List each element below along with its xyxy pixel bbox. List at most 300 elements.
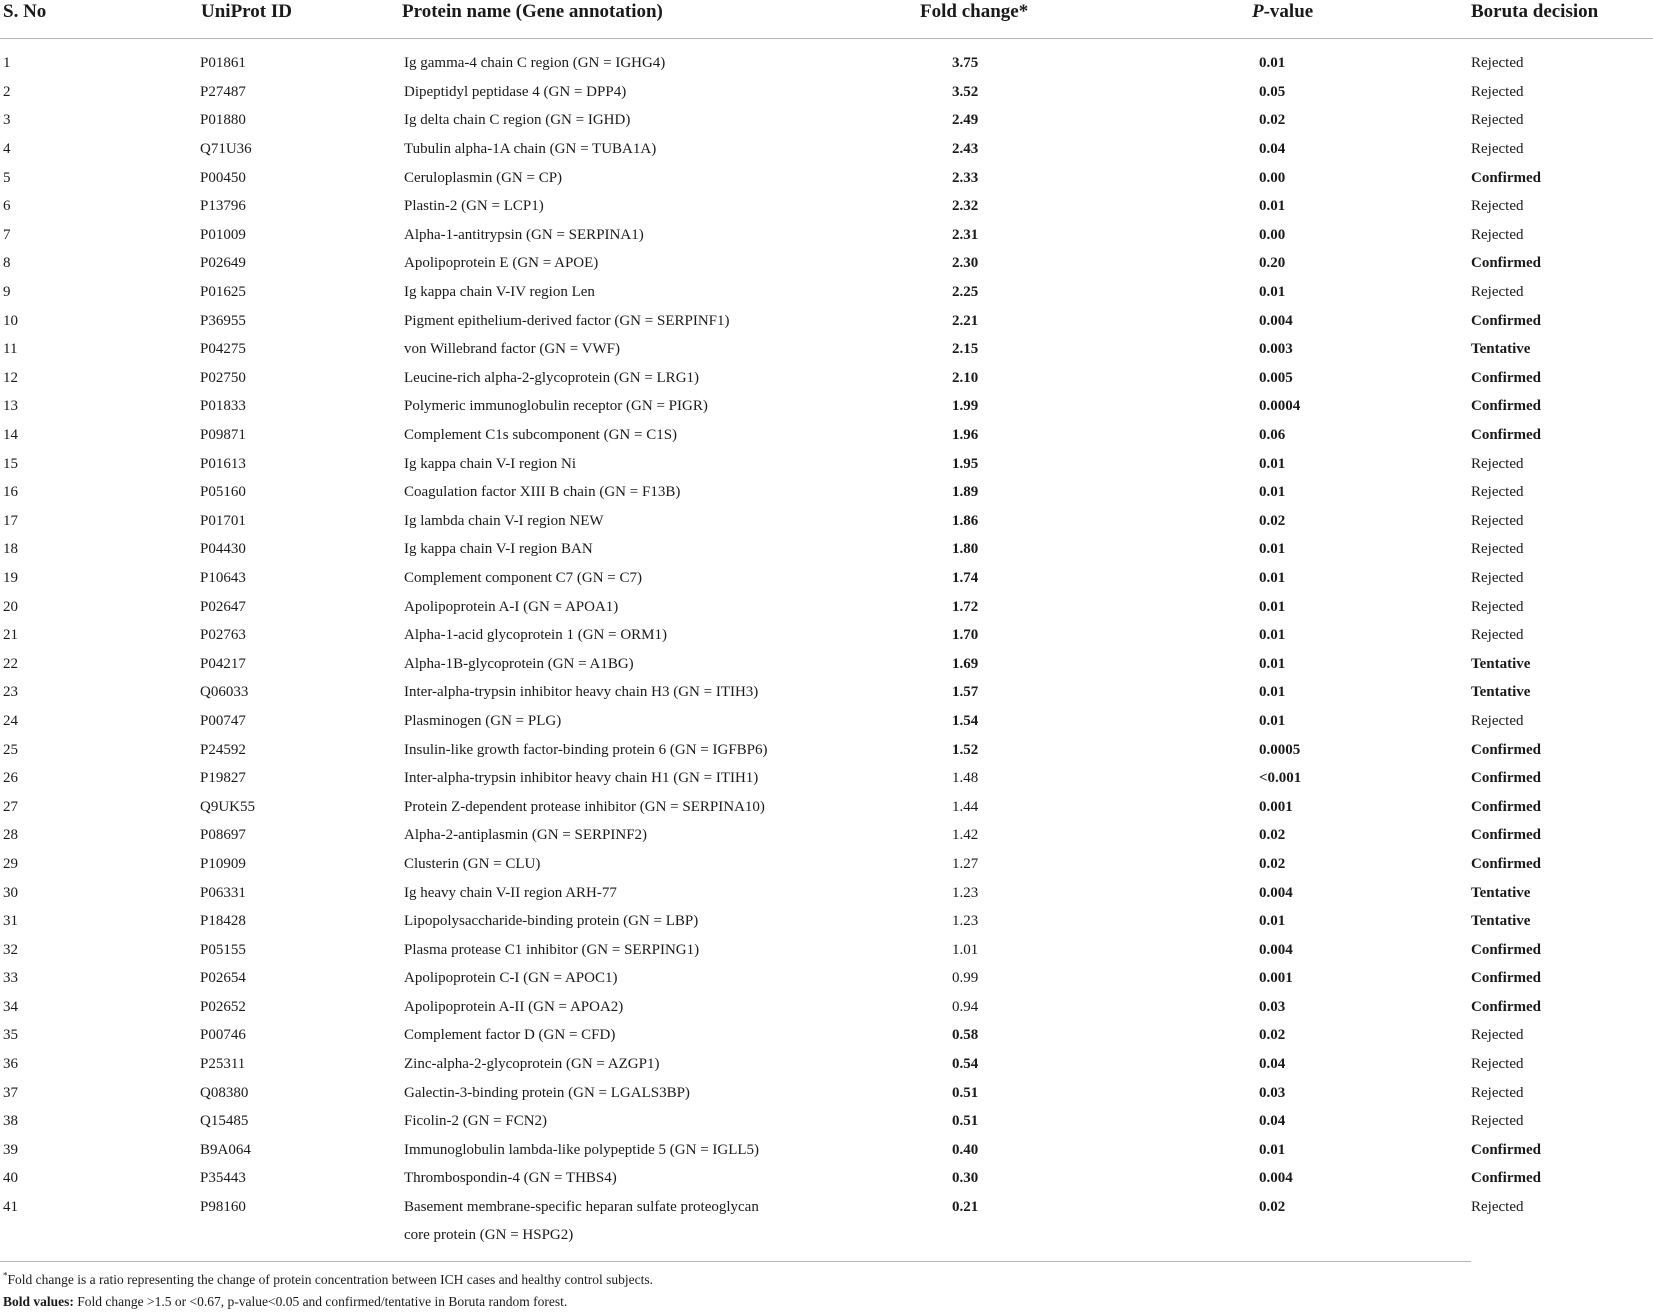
protein-name-line-2: core protein (GN = HSPG2) [404, 1226, 574, 1243]
cell-fold-change: 0.51 [952, 1084, 979, 1101]
cell-sno: 21 [3, 627, 18, 644]
cell-protein-name: Immunoglobulin lambda-like polypeptide 5 (GN = IGLL5) [404, 1141, 760, 1158]
cell-p-value: 0.01 [1259, 627, 1286, 644]
header-uniprot: UniProt ID [201, 1, 292, 22]
table-row [0, 1050, 1653, 1079]
protein-name-line-1: Basement membrane-specific heparan sulfate proteoglycan [404, 1198, 759, 1215]
cell-sno: 16 [3, 484, 18, 501]
cell-boruta-decision: Rejected [1471, 284, 1524, 301]
cell-boruta-decision: Confirmed [1471, 398, 1541, 415]
cell-fold-change: 1.99 [952, 398, 979, 415]
cell-boruta-decision: Rejected [1471, 541, 1524, 558]
table-row [0, 564, 1653, 593]
cell-sno: 2 [3, 83, 11, 100]
cell-uniprot-id: B9A064 [200, 1141, 251, 1158]
cell-p-value: 0.20 [1259, 255, 1286, 272]
cell-sno: 3 [3, 112, 11, 129]
cell-fold-change: 2.43 [952, 141, 979, 158]
table-row [0, 135, 1653, 164]
cell-sno: 40 [3, 1170, 18, 1187]
table-row [0, 649, 1653, 678]
cell-p-value: 0.02 [1259, 855, 1286, 872]
cell-sno: 9 [3, 284, 11, 301]
cell-sno: 8 [3, 255, 11, 272]
cell-fold-change: 1.95 [952, 455, 979, 472]
cell-protein-name: Inter-alpha-trypsin inhibitor heavy chain H3 (GN = ITIH3) [404, 684, 759, 701]
cell-uniprot-id: P09871 [200, 427, 246, 444]
cell-protein-name: Apolipoprotein E (GN = APOE) [404, 255, 599, 272]
cell-p-value: 0.01 [1259, 484, 1286, 501]
cell-p-value: 0.02 [1259, 1198, 1286, 1215]
cell-fold-change: 1.80 [952, 541, 979, 558]
table-row [0, 850, 1653, 879]
cell-uniprot-id: P01833 [200, 398, 246, 415]
cell-protein-name: Ig kappa chain V-IV region Len [404, 284, 595, 301]
cell-protein-name: Complement component C7 (GN = C7) [404, 569, 643, 586]
cell-sno: 17 [3, 512, 18, 529]
cell-uniprot-id: P04275 [200, 341, 246, 358]
cell-uniprot-id: P02750 [200, 369, 246, 386]
cell-protein-name: Alpha-1-antitrypsin (GN = SERPINA1) [404, 226, 644, 243]
cell-sno: 36 [3, 1056, 18, 1073]
cell-fold-change: 1.27 [952, 855, 979, 872]
cell-protein-name: Galectin-3-binding protein (GN = LGALS3BP) [404, 1084, 690, 1101]
cell-fold-change: 2.10 [952, 369, 979, 386]
table-row [0, 792, 1653, 821]
cell-fold-change: 1.74 [952, 569, 979, 586]
cell-uniprot-id: P06331 [200, 884, 246, 901]
table-row [0, 707, 1653, 736]
cell-boruta-decision: Tentative [1471, 655, 1531, 672]
cell-boruta-decision: Rejected [1471, 712, 1524, 729]
cell-p-value: 0.01 [1259, 569, 1286, 586]
table-row [0, 364, 1653, 393]
cell-sno: 26 [3, 770, 18, 787]
cell-boruta-decision: Tentative [1471, 913, 1531, 930]
cell-p-value: 0.04 [1259, 1113, 1286, 1130]
table-row [0, 507, 1653, 536]
cell-p-value: 0.0005 [1259, 741, 1301, 758]
cell-boruta-decision: Rejected [1471, 569, 1524, 586]
cell-uniprot-id: P08697 [200, 827, 246, 844]
cell-sno: 38 [3, 1113, 18, 1130]
cell-uniprot-id: P02654 [200, 970, 246, 987]
cell-boruta-decision: Rejected [1471, 198, 1524, 215]
cell-p-value: <0.001 [1259, 770, 1302, 787]
table-row [0, 39, 1653, 78]
cell-p-value: 0.004 [1259, 884, 1293, 901]
cell-p-value: 0.003 [1259, 341, 1293, 358]
cell-sno: 19 [3, 569, 18, 586]
cell-sno: 37 [3, 1084, 18, 1101]
cell-protein-name: Ceruloplasmin (GN = CP) [404, 169, 563, 186]
header-row [0, 0, 1653, 39]
cell-protein-name: Ig lambda chain V-I region NEW [404, 512, 604, 529]
cell-protein-name: Dipeptidyl peptidase 4 (GN = DPP4) [404, 83, 627, 100]
cell-fold-change: 0.51 [952, 1113, 979, 1130]
header-boruta: Boruta decision [1471, 1, 1599, 22]
cell-p-value: 0.01 [1259, 198, 1286, 215]
cell-p-value: 0.004 [1259, 1170, 1293, 1187]
cell-fold-change: 0.30 [952, 1170, 979, 1187]
cell-protein-name: Inter-alpha-trypsin inhibitor heavy chain H1 (GN = ITIH1) [404, 770, 759, 787]
cell-boruta-decision: Confirmed [1471, 970, 1541, 987]
cell-uniprot-id: P01861 [200, 55, 246, 72]
table-row [0, 249, 1653, 278]
cell-uniprot-id: Q08380 [200, 1084, 249, 1101]
table-row [0, 192, 1653, 221]
cell-protein-name: Polymeric immunoglobulin receptor (GN = PIGR) [404, 398, 708, 415]
cell-uniprot-id: P05155 [200, 941, 246, 958]
cell-fold-change: 1.70 [952, 627, 979, 644]
cell-fold-change: 2.30 [952, 255, 979, 272]
table-row [0, 907, 1653, 936]
footer-divider [0, 1261, 1471, 1262]
cell-p-value: 0.03 [1259, 1084, 1286, 1101]
cell-sno: 20 [3, 598, 18, 615]
cell-p-value: 0.005 [1259, 369, 1293, 386]
cell-fold-change: 1.96 [952, 427, 979, 444]
cell-p-value: 0.02 [1259, 1027, 1286, 1044]
cell-fold-change: 2.49 [952, 112, 979, 129]
cell-p-value: 0.004 [1259, 312, 1293, 329]
cell-protein-name: von Willebrand factor (GN = VWF) [404, 341, 620, 358]
cell-boruta-decision: Rejected [1471, 455, 1524, 472]
cell-p-value: 0.001 [1259, 970, 1293, 987]
cell-sno: 14 [3, 427, 18, 444]
cell-sno: 27 [3, 798, 18, 815]
cell-sno: 5 [3, 169, 11, 186]
cell-boruta-decision: Confirmed [1471, 827, 1541, 844]
cell-p-value: 0.01 [1259, 655, 1286, 672]
cell-uniprot-id: P10643 [200, 569, 246, 586]
cell-protein-name: Ficolin-2 (GN = FCN2) [404, 1113, 548, 1130]
cell-protein-name: Alpha-1-acid glycoprotein 1 (GN = ORM1) [404, 627, 667, 644]
cell-boruta-decision: Tentative [1471, 684, 1531, 701]
header-protein: Protein name (Gene annotation) [402, 1, 663, 22]
cell-fold-change: 1.86 [952, 512, 979, 529]
cell-p-value: 0.04 [1259, 141, 1286, 158]
cell-protein-name: Leucine-rich alpha-2-glycoprotein (GN = LRG1) [404, 369, 700, 386]
cell-sno: 24 [3, 712, 18, 729]
table-row [0, 535, 1653, 564]
table-row [0, 278, 1653, 307]
table-row [0, 392, 1653, 421]
cell-sno: 25 [3, 741, 18, 758]
cell-uniprot-id: P18428 [200, 913, 246, 930]
table-row [0, 1164, 1653, 1193]
table-row [0, 621, 1653, 650]
header-p-italic: P [1252, 1, 1264, 22]
cell-sno: 35 [3, 1027, 18, 1044]
cell-boruta-decision: Confirmed [1471, 1170, 1541, 1187]
footnote-bold-label: Bold values: [3, 1294, 74, 1309]
cell-sno: 33 [3, 970, 18, 987]
cell-protein-name: Clusterin (GN = CLU) [404, 855, 541, 872]
cell-fold-change: 1.57 [952, 684, 979, 701]
cell-fold-change: 2.21 [952, 312, 979, 329]
footnote-fold-change [3, 1272, 653, 1288]
cell-protein-name: Coagulation factor XIII B chain (GN = F13B) [404, 484, 681, 501]
cell-sno: 10 [3, 312, 18, 329]
cell-protein-name: Ig kappa chain V-I region Ni [404, 455, 577, 472]
cell-boruta-decision: Tentative [1471, 884, 1531, 901]
cell-fold-change: 0.21 [952, 1198, 979, 1215]
cell-p-value: 0.01 [1259, 284, 1286, 301]
cell-fold-change: 1.89 [952, 484, 979, 501]
cell-uniprot-id: Q15485 [200, 1113, 249, 1130]
cell-sno: 12 [3, 369, 18, 386]
cell-boruta-decision: Confirmed [1471, 312, 1541, 329]
table-row [0, 1193, 1653, 1256]
cell-boruta-decision: Rejected [1471, 1198, 1524, 1215]
cell-boruta-decision: Rejected [1471, 627, 1524, 644]
table-row [0, 964, 1653, 993]
cell-fold-change: 1.44 [952, 798, 979, 815]
header-sno: S. No [3, 1, 47, 22]
cell-p-value: 0.01 [1259, 541, 1286, 558]
cell-p-value: 0.01 [1259, 55, 1286, 72]
cell-fold-change: 0.99 [952, 970, 979, 987]
cell-p-value: 0.01 [1259, 913, 1286, 930]
cell-sno: 22 [3, 655, 18, 672]
cell-boruta-decision: Tentative [1471, 341, 1531, 358]
cell-p-value: 0.00 [1259, 226, 1286, 243]
table-row [0, 764, 1653, 793]
cell-p-value: 0.01 [1259, 684, 1286, 701]
cell-protein-name: Ig heavy chain V-II region ARH-77 [404, 884, 617, 901]
cell-boruta-decision: Confirmed [1471, 427, 1541, 444]
cell-boruta-decision: Rejected [1471, 83, 1524, 100]
table-row [0, 1078, 1653, 1107]
table-row [0, 221, 1653, 250]
cell-protein-name: Ig kappa chain V-I region BAN [404, 541, 593, 558]
cell-protein-name: Complement C1s subcomponent (GN = C1S) [404, 427, 678, 444]
cell-fold-change: 3.52 [952, 83, 979, 100]
cell-boruta-decision: Rejected [1471, 1027, 1524, 1044]
cell-boruta-decision: Rejected [1471, 1113, 1524, 1130]
cell-sno: 30 [3, 884, 18, 901]
cell-uniprot-id: P04217 [200, 655, 246, 672]
header-fold-change: Fold change* [920, 1, 1029, 22]
cell-sno: 31 [3, 913, 18, 930]
cell-sno: 28 [3, 827, 18, 844]
cell-boruta-decision: Rejected [1471, 1084, 1524, 1101]
cell-boruta-decision: Rejected [1471, 598, 1524, 615]
table-row [0, 421, 1653, 450]
cell-boruta-decision: Confirmed [1471, 770, 1541, 787]
cell-boruta-decision: Rejected [1471, 1056, 1524, 1073]
cell-fold-change: 1.69 [952, 655, 979, 672]
cell-protein-name: Tubulin alpha-1A chain (GN = TUBA1A) [404, 141, 657, 158]
cell-protein-name: Insulin-like growth factor-binding protein 6 (GN = IGFBP6) [404, 741, 768, 758]
cell-uniprot-id: P01613 [200, 455, 246, 472]
cell-uniprot-id: P01880 [200, 112, 246, 129]
cell-protein-name: Lipopolysaccharide-binding protein (GN = LBP) [404, 913, 699, 930]
cell-uniprot-id: P02647 [200, 598, 246, 615]
table-row [0, 1136, 1653, 1165]
cell-uniprot-id: P01009 [200, 226, 246, 243]
table-row [0, 1107, 1653, 1136]
cell-boruta-decision: Confirmed [1471, 169, 1541, 186]
footnote-bold-values [3, 1294, 567, 1310]
cell-protein-name: Apolipoprotein A-II (GN = APOA2) [404, 998, 624, 1015]
cell-p-value: 0.06 [1259, 427, 1286, 444]
cell-protein-name: Zinc-alpha-2-glycoprotein (GN = AZGP1) [404, 1056, 660, 1073]
table-row [0, 821, 1653, 850]
cell-sno: 18 [3, 541, 18, 558]
cell-fold-change: 1.42 [952, 827, 979, 844]
table-row [0, 478, 1653, 507]
cell-uniprot-id: P24592 [200, 741, 246, 758]
table-row [0, 335, 1653, 364]
cell-uniprot-id: P04430 [200, 541, 246, 558]
cell-p-value: 0.01 [1259, 455, 1286, 472]
cell-sno: 7 [3, 226, 11, 243]
cell-fold-change: 2.33 [952, 169, 979, 186]
cell-protein-name: Apolipoprotein A-I (GN = APOA1) [404, 598, 619, 615]
cell-protein-name: Alpha-2-antiplasmin (GN = SERPINF2) [404, 827, 648, 844]
cell-p-value: 0.01 [1259, 1141, 1286, 1158]
cell-protein-name: Apolipoprotein C-I (GN = APOC1) [404, 970, 618, 987]
cell-boruta-decision: Rejected [1471, 141, 1524, 158]
cell-fold-change: 1.52 [952, 741, 979, 758]
cell-uniprot-id: P27487 [200, 83, 246, 100]
cell-uniprot-id: P98160 [200, 1198, 246, 1215]
cell-sno: 39 [3, 1141, 18, 1158]
cell-sno: 32 [3, 941, 18, 958]
cell-fold-change: 1.23 [952, 913, 979, 930]
table-row [0, 449, 1653, 478]
cell-sno: 13 [3, 398, 18, 415]
table-row [0, 993, 1653, 1022]
cell-p-value: 0.02 [1259, 512, 1286, 529]
cell-uniprot-id: P02649 [200, 255, 246, 272]
cell-boruta-decision: Rejected [1471, 512, 1524, 529]
cell-sno: 41 [3, 1198, 18, 1215]
cell-sno: 6 [3, 198, 11, 215]
cell-p-value: 0.001 [1259, 798, 1293, 815]
cell-fold-change: 0.54 [952, 1056, 979, 1073]
table-row [0, 163, 1653, 192]
cell-uniprot-id: P02763 [200, 627, 246, 644]
footnote-text: Fold change is a ratio representing the change of protein concentration between ICH cases and healthy control subjects. [7, 1272, 654, 1287]
cell-uniprot-id: Q9UK55 [200, 798, 255, 815]
cell-p-value: 0.02 [1259, 112, 1286, 129]
cell-fold-change: 1.48 [952, 770, 979, 787]
cell-p-value: 0.05 [1259, 83, 1286, 100]
cell-fold-change: 2.32 [952, 198, 979, 215]
cell-boruta-decision: Rejected [1471, 226, 1524, 243]
cell-protein-name: Ig gamma-4 chain C region (GN = IGHG4) [404, 55, 666, 72]
cell-uniprot-id: P00747 [200, 712, 246, 729]
table-body [0, 39, 1653, 1256]
cell-p-value: 0.004 [1259, 941, 1293, 958]
cell-uniprot-id: Q06033 [200, 684, 249, 701]
cell-boruta-decision: Confirmed [1471, 998, 1541, 1015]
cell-fold-change: 0.40 [952, 1141, 979, 1158]
cell-boruta-decision: Confirmed [1471, 798, 1541, 815]
cell-fold-change: 2.31 [952, 226, 979, 243]
cell-sno: 29 [3, 855, 18, 872]
table-row [0, 592, 1653, 621]
cell-fold-change: 1.23 [952, 884, 979, 901]
cell-p-value: 0.02 [1259, 827, 1286, 844]
cell-sno: 15 [3, 455, 18, 472]
cell-boruta-decision: Rejected [1471, 484, 1524, 501]
cell-uniprot-id: P01625 [200, 284, 246, 301]
cell-protein-name: Ig delta chain C region (GN = IGHD) [404, 112, 631, 129]
cell-fold-change: 2.25 [952, 284, 979, 301]
cell-uniprot-id: P00450 [200, 169, 246, 186]
footnote-star: * [3, 1270, 8, 1281]
cell-fold-change: 1.72 [952, 598, 979, 615]
cell-protein-name: Plastin-2 (GN = LCP1) [404, 198, 544, 215]
cell-uniprot-id: Q71U36 [200, 141, 252, 158]
cell-boruta-decision: Confirmed [1471, 941, 1541, 958]
footnote-bold-text: Fold change >1.5 or <0.67, p-value<0.05 and confirmed/tentative in Boruta random forest. [73, 1294, 568, 1309]
cell-sno: 11 [3, 341, 18, 358]
cell-protein-name: Plasminogen (GN = PLG) [404, 712, 562, 729]
cell-fold-change: 2.15 [952, 341, 979, 358]
cell-protein-name: Protein Z-dependent protease inhibitor (GN = SERPINA10) [404, 798, 765, 815]
header-p-value [1182, 0, 1471, 39]
cell-uniprot-id: P35443 [200, 1170, 246, 1187]
cell-protein-name: Thrombospondin-4 (GN = THBS4) [404, 1170, 617, 1187]
cell-protein-name: Plasma protease C1 inhibitor (GN = SERPING1) [404, 941, 700, 958]
cell-p-value: 0.01 [1259, 598, 1286, 615]
cell-p-value: 0.03 [1259, 998, 1286, 1015]
table-row [0, 678, 1653, 707]
cell-fold-change: 0.58 [952, 1027, 979, 1044]
cell-uniprot-id: P02652 [200, 998, 246, 1015]
cell-boruta-decision: Rejected [1471, 112, 1524, 129]
cell-protein-name: Pigment epithelium-derived factor (GN = SERPINF1) [404, 312, 730, 329]
cell-p-value: 0.04 [1259, 1056, 1286, 1073]
cell-sno: 4 [3, 141, 11, 158]
cell-sno: 23 [3, 684, 18, 701]
cell-sno: 34 [3, 998, 18, 1015]
cell-fold-change: 3.75 [952, 55, 979, 72]
cell-fold-change: 1.54 [952, 712, 979, 729]
cell-uniprot-id: P25311 [200, 1056, 246, 1073]
cell-p-value: 0.01 [1259, 712, 1286, 729]
cell-fold-change: 0.94 [952, 998, 979, 1015]
cell-boruta-decision: Confirmed [1471, 855, 1541, 872]
cell-boruta-decision: Confirmed [1471, 255, 1541, 272]
cell-uniprot-id: P05160 [200, 484, 246, 501]
cell-boruta-decision: Confirmed [1471, 741, 1541, 758]
table-row [0, 935, 1653, 964]
header-p-rest: -value [1263, 1, 1314, 22]
table-row [0, 878, 1653, 907]
table-row [0, 78, 1653, 107]
cell-boruta-decision: Confirmed [1471, 369, 1541, 386]
table-row [0, 1021, 1653, 1050]
cell-protein-name: Alpha-1B-glycoprotein (GN = A1BG) [404, 655, 634, 672]
cell-uniprot-id: P00746 [200, 1027, 246, 1044]
table-row [0, 735, 1653, 764]
cell-uniprot-id: P10909 [200, 855, 246, 872]
cell-uniprot-id: P36955 [200, 312, 246, 329]
cell-uniprot-id: P13796 [200, 198, 246, 215]
cell-uniprot-id: P01701 [200, 512, 246, 529]
cell-uniprot-id: P19827 [200, 770, 246, 787]
cell-protein-name [402, 1193, 822, 1256]
table-row [0, 106, 1653, 135]
cell-fold-change: 1.01 [952, 941, 979, 958]
cell-boruta-decision: Confirmed [1471, 1141, 1541, 1158]
